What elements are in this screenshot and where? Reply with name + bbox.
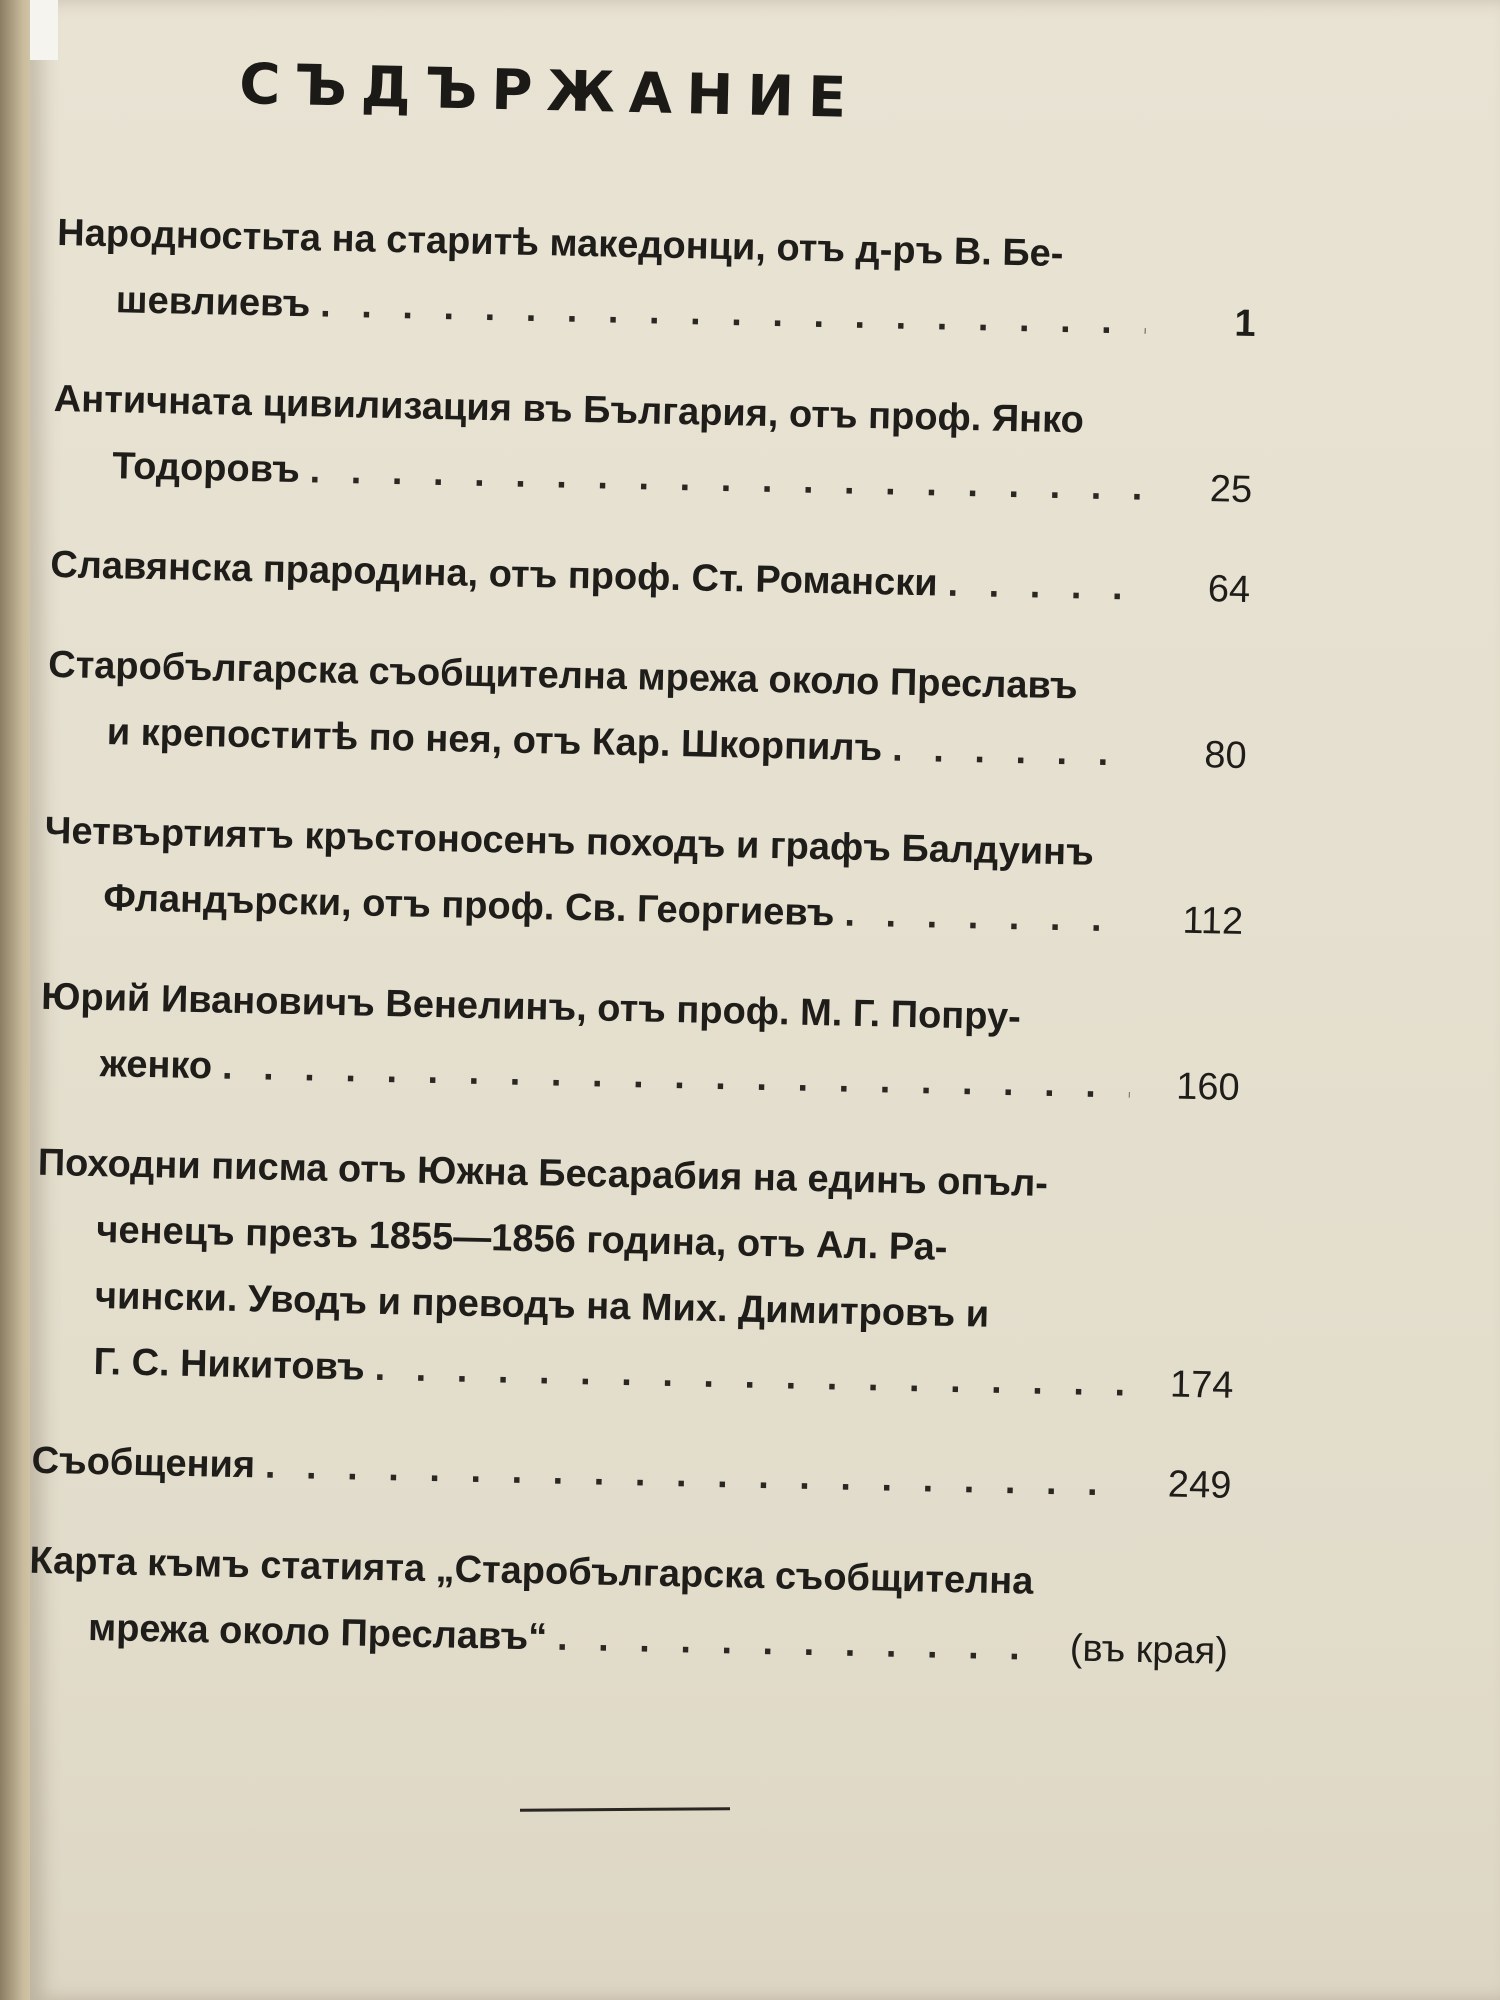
toc-entry-title: ченецъ презъ 1855—1856 година, отъ Ал. Ра- (95, 1209, 948, 1269)
toc-entry-title: Античната цивилизация въ България, отъ проф. Янко (53, 377, 1085, 442)
toc-entry-title: Старобългарска съобщителна мрежа около Преславъ (47, 643, 1079, 708)
toc-entry-title: Походни писма отъ Южна Бесарабия на единъ опъл- (37, 1141, 1049, 1205)
toc-entry-title: мрежа около Преславъ“ (87, 1606, 548, 1659)
toc-page-number: 25 (1209, 468, 1253, 512)
toc-entry-3 (50, 532, 1251, 623)
toc-entry-4 (46, 632, 1249, 789)
toc-page-number: 80 (1203, 734, 1248, 778)
toc-entry-6 (39, 964, 1242, 1121)
table-of-contents (27, 200, 1258, 1719)
toc-entry-title: Фландърски, отъ проф. Св. Георгиевъ (102, 877, 835, 935)
toc-entry-5 (43, 798, 1246, 955)
dot-leader (556, 1605, 1048, 1681)
toc-entry-title: женко (99, 1043, 213, 1088)
toc-entry-title: Юрий Ивановичъ Венелинъ, отъ проф. М. Г. Попру- (40, 975, 1022, 1039)
toc-page-number: (въ края) (1069, 1627, 1229, 1673)
toc-page-number: 249 (1167, 1463, 1232, 1507)
toc-page-number: 160 (1175, 1065, 1241, 1109)
toc-entry-7 (33, 1130, 1238, 1419)
toc-page-number: 64 (1207, 568, 1251, 612)
toc-entry-title: и крепоститѣ по нея, отъ Кар. Шкорпилъ (106, 711, 883, 770)
toc-entry-9 (27, 1528, 1230, 1685)
toc-entry-1 (55, 200, 1258, 357)
toc-page-number: 112 (1182, 899, 1244, 943)
toc-entry-title: шевлиевъ (115, 279, 311, 326)
toc-entry-line (31, 1428, 1232, 1519)
toc-entry-title: Г. С. Никитовъ (93, 1341, 366, 1389)
dot-leader (264, 1433, 1122, 1517)
page-title: СЪДЪРЖАНИЕ (238, 52, 861, 132)
toc-entry-title: чински. Уводъ и преводъ на Мих. Димитровъ и (94, 1275, 990, 1336)
toc-page-number: 174 (1169, 1363, 1234, 1407)
toc-entry-title: Четвъртиятъ кръстоносенъ походъ и графъ Балдуинъ (44, 809, 1095, 874)
toc-entry-8 (31, 1428, 1232, 1519)
toc-entry-line (50, 532, 1251, 623)
toc-entry-2 (52, 366, 1255, 523)
toc-entry-title: Тодоровъ (111, 445, 301, 492)
dot-leader (892, 716, 1138, 787)
toc-entry-title: Народностьта на старитѣ македонци, отъ д-ръ В. Бе- (56, 211, 1064, 276)
toc-entry-title: Карта къмъ статията „Старобългарска съобщителна (29, 1539, 1034, 1603)
background-page-corner (30, 0, 58, 60)
dot-leader (947, 551, 1141, 621)
toc-entry-title: Съобщения (31, 1439, 256, 1487)
dot-leader (844, 881, 1134, 953)
toc-page-number: 1 (1234, 302, 1257, 346)
toc-entry-title: Славянска прародина, отъ проф. Ст. Романски (49, 543, 939, 605)
